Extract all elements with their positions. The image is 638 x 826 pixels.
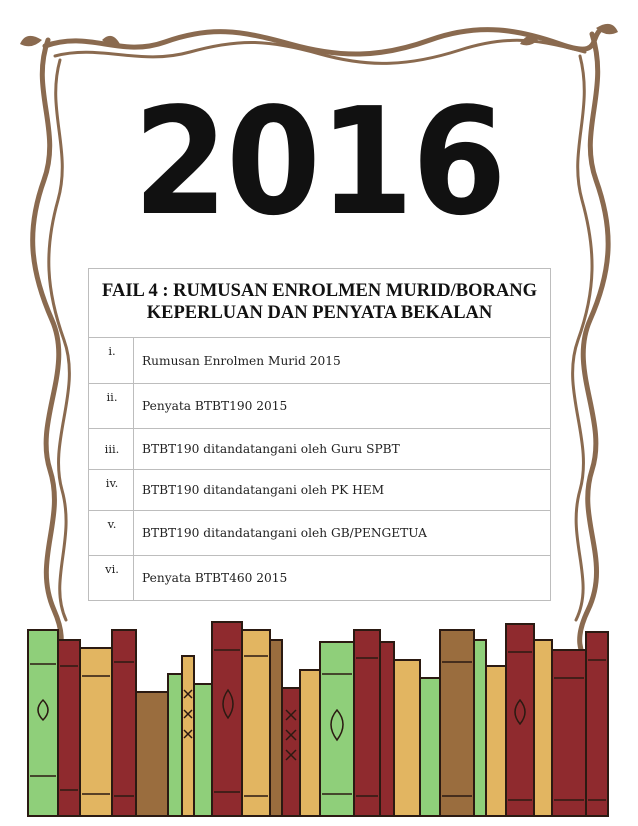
table-row <box>89 511 551 556</box>
file-contents-table <box>88 268 551 601</box>
row-number: ii. <box>89 384 134 429</box>
row-text: BTBT190 ditandatangani oleh Guru SPBT <box>134 429 551 470</box>
row-text: BTBT190 ditandatangani oleh GB/PENGETUA <box>134 511 551 556</box>
table-row <box>89 556 551 601</box>
table-title: FAIL 4 : RUMUSAN ENROLMEN MURID/BORANG KEPERLUAN DAN PENYATA BEKALAN <box>89 269 551 338</box>
row-number: iii. <box>89 429 134 470</box>
row-text: BTBT190 ditandatangani oleh PK HEM <box>134 470 551 511</box>
row-number: vi. <box>89 556 134 601</box>
row-number: i. <box>89 338 134 384</box>
table-row <box>89 384 551 429</box>
year-heading: 2016 <box>133 76 505 248</box>
row-number: v. <box>89 511 134 556</box>
table-header-row <box>89 269 551 338</box>
bookshelf-illustration-icon <box>0 600 638 826</box>
row-text: Penyata BTBT460 2015 <box>134 556 551 601</box>
table-row <box>89 338 551 384</box>
row-text: Rumusan Enrolmen Murid 2015 <box>134 338 551 384</box>
table-row <box>89 429 551 470</box>
table-row <box>89 470 551 511</box>
row-number: iv. <box>89 470 134 511</box>
row-text: Penyata BTBT190 2015 <box>134 384 551 429</box>
